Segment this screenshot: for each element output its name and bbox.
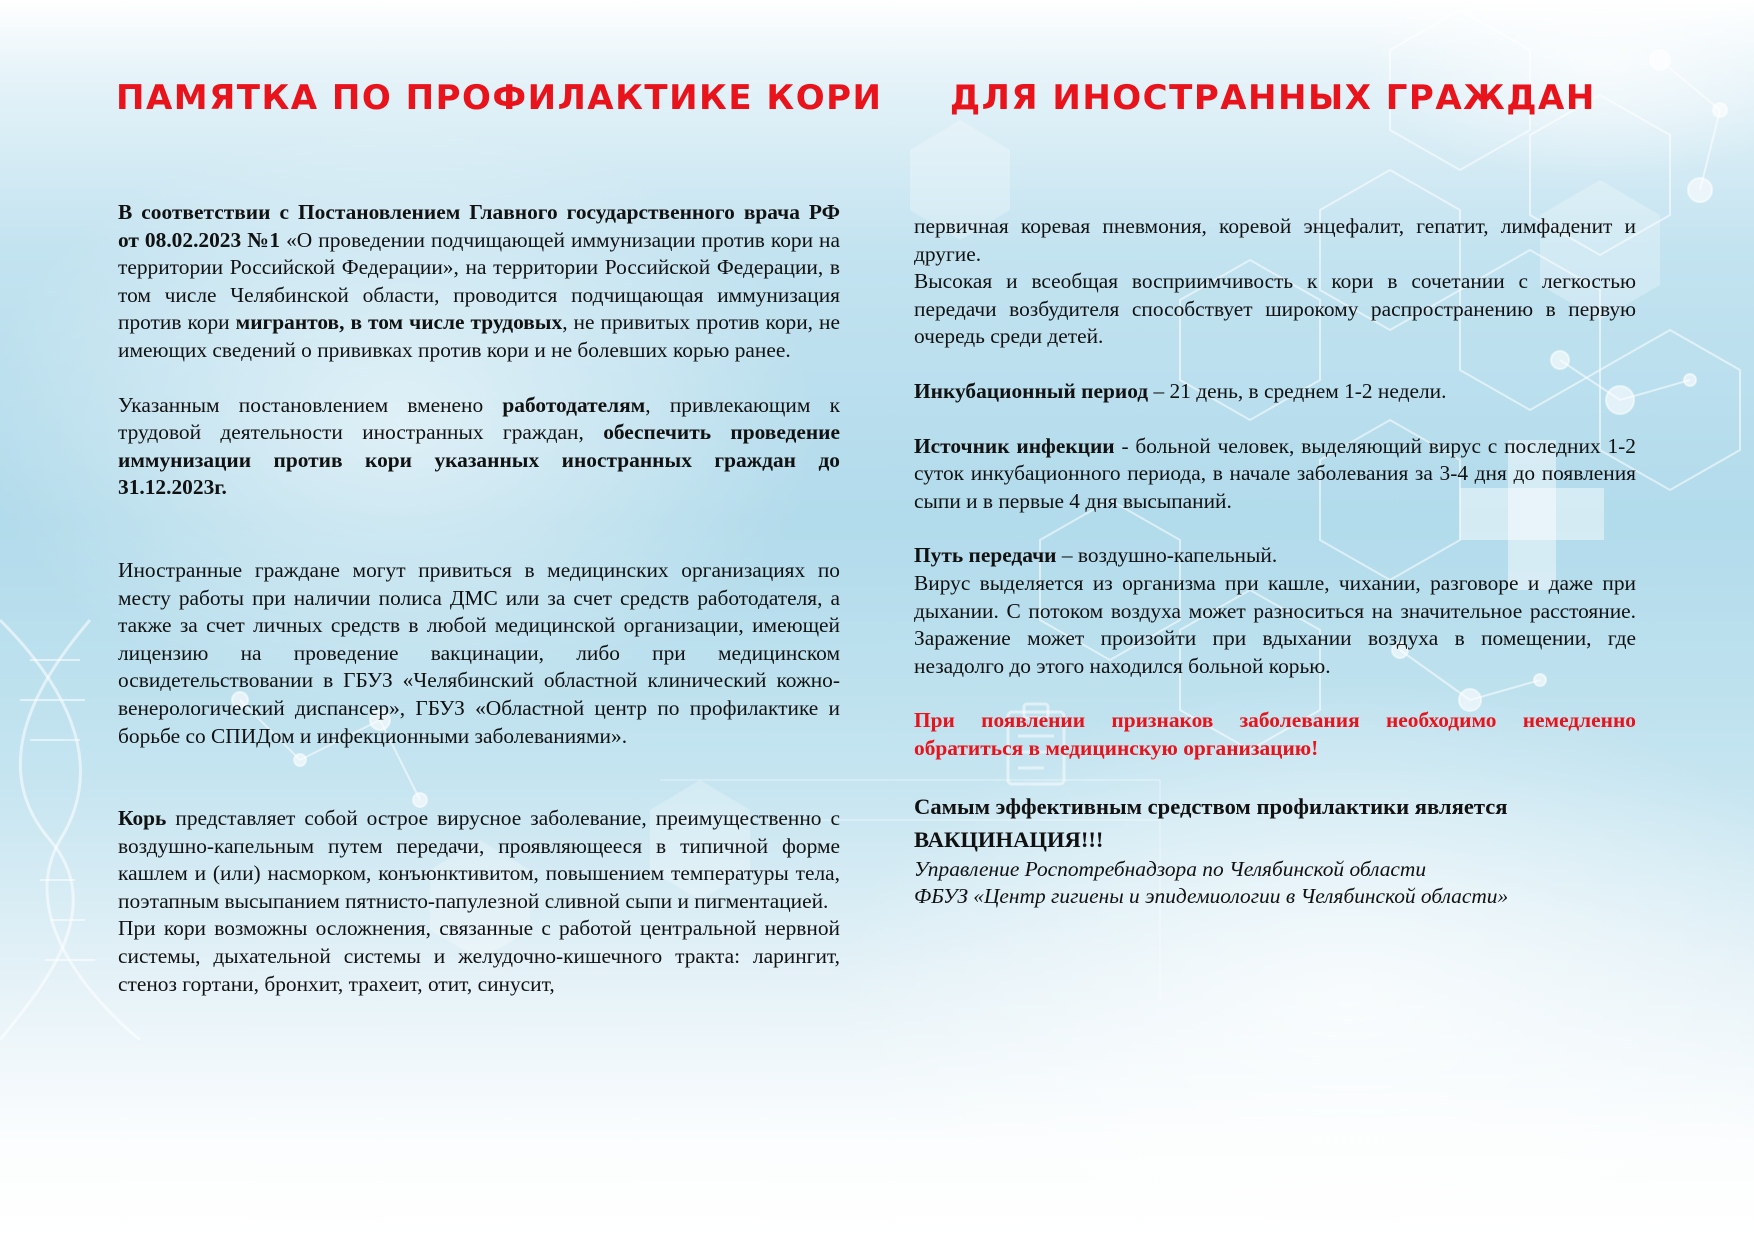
susceptibility-paragraph: Высокая и всеобщая восприимчивость к кори в сочетании с легкостью передачи возбудителя способствует широкому распространению в первую очередь среди детей. bbox=[914, 269, 1636, 349]
measles-definition-paragraph: Корь представляет собой острое вирусное заболевание, преимущественно с воздушно-капельным путем передачи, проявляющееся в типичной форме кашлем и (или) насморком, конъюнктивитом, повышением температуры тела, поэтапным высыпанием пятнисто-папулезной сливной сыпи и пигментацией. bbox=[118, 806, 840, 913]
virus-spread-paragraph: Вирус выделяется из организма при кашле, чихании, разговоре и даже при дыхании. С потоком воздуха может разноситься на значительное расстояние. Заражение может произойти при вдыхании воздуха в помещении, где незадолго до этого находился больной корью. bbox=[914, 570, 1636, 678]
title-part-2: ДЛЯ ИНОСТРАННЫХ ГРАЖДАН bbox=[949, 78, 1596, 118]
complications-paragraph: При кори возможны осложнения, связанные с работой центральной нервной системы, дыхательной системы и желудочно-кишечного тракта: ларингит, стеноз гортани, бронхит, трахеит, отит, синусит, bbox=[118, 916, 840, 996]
left-column bbox=[118, 199, 840, 998]
warning-paragraph: При появлении признаков заболевания необходимо немедленно обратиться в медицинскую организацию! bbox=[914, 708, 1636, 760]
title-part-1: ПАМЯТКА ПО ПРОФИЛАКТИКЕ КОРИ bbox=[116, 78, 883, 118]
incubation-period-paragraph: Инкубационный период – 21 день, в среднем 1-2 недели. bbox=[914, 378, 1447, 403]
signature-block bbox=[914, 856, 1636, 911]
signature-line-1: Управление Роспотребнадзора по Челябинской области bbox=[914, 856, 1427, 881]
vaccination-paragraph: Самым эффективным средством профилактики является ВАКЦИНАЦИЯ!!! bbox=[914, 793, 1508, 852]
decree-reference: В соответствии с Постановлением Главного государственного врача РФ от 08.02.2023 №1 bbox=[118, 200, 840, 252]
page-title bbox=[116, 78, 1596, 118]
where-to-vaccinate-paragraph: Иностранные граждане могут привиться в медицинских организациях по месту работы при наличии полиса ДМС или за счет средств работодателя, а также за счет личных средств в любой медицинской организации, имеющей лицензию на проведение вакцинации, либо при медицинском освидетельствовании в ГБУЗ «Челябинский областной клинический кожно-венерологический диспансер», ГБУЗ «Областной центр по профилактике и борьбе со СПИДом и инфекционными заболеваниями». bbox=[118, 557, 840, 748]
right-column bbox=[914, 213, 1636, 911]
decree-paragraph: В соответствии с Постановлением Главного государственного врача РФ от 08.02.2023 №1 «О проведении подчищающей иммунизации против кори на территории Российской Федерации», на территории Российской Федерации, в том числе Челябинской области, проводится подчищающая иммунизация против кори мигрантов, в том числе трудовых, не привитых против кори, не имеющих сведений о прививках против кори и не болевших корью ранее. bbox=[118, 200, 840, 362]
transmission-route-paragraph: Путь передачи – воздушно-капельный. bbox=[914, 543, 1278, 568]
infection-source-paragraph: Источник инфекции - больной человек, выделяющий вирус с последних 1-2 суток инкубационного периода, в начале заболевания за 3-4 дня до появления сыпи и в первые 4 дня высыпаний. bbox=[914, 433, 1636, 513]
employer-obligation-paragraph: Указанным постановлением вменено работодателям, привлекающим к трудовой деятельности иностранных граждан, обеспечить проведение иммунизации против кори указанных иностранных граждан до 31.12.2023г. bbox=[118, 392, 840, 500]
signature-line-2: ФБУЗ «Центр гигиены и эпидемиологии в Челябинской области» bbox=[914, 884, 1509, 909]
complications-continued-paragraph: первичная коревая пневмония, коревой энцефалит, гепатит, лимфаденит и другие. bbox=[914, 214, 1636, 266]
